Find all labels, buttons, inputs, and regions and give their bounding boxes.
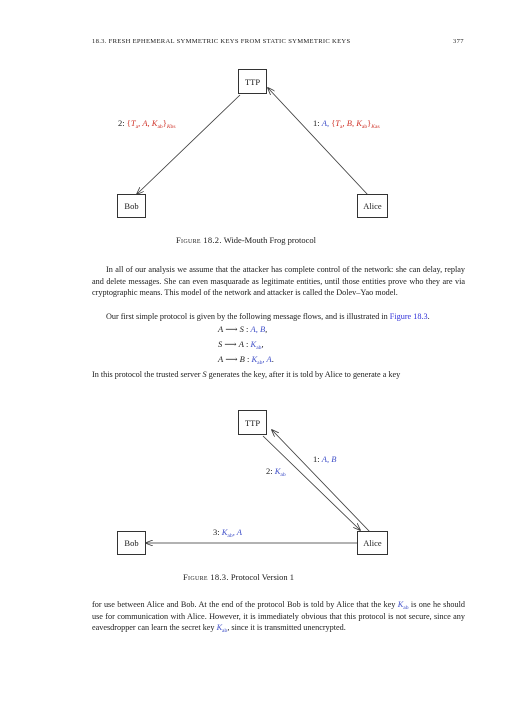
figure-18-3-link[interactable]: Figure 18.3 — [389, 312, 428, 321]
fig3-arrow-alice-to-ttp — [272, 430, 370, 532]
fig3-node-bob: Bob — [117, 531, 146, 555]
fig2-node-alice: Alice — [357, 194, 388, 218]
fig3-node-alice: Alice — [357, 531, 388, 555]
fig3-message-3: 3: $K_{ab}$, A — [213, 527, 242, 539]
fig2-message-1: 1: A, {$T_a$, B, $K_{ab}\}_{Kas}$ — [313, 118, 380, 130]
message-flow-2: S ⟶ A : $K_{ab}$, — [218, 339, 264, 351]
fig2-node-bob: Bob — [117, 194, 146, 218]
fig2-node-ttp: TTP — [238, 69, 267, 94]
fig3-message-2: 2: $K_{ab}$ — [266, 466, 286, 478]
fig3-caption: Figure 18.3. Protocol Version 1 — [183, 572, 295, 582]
paragraph-attacker-model: In all of our analysis we assume that the attacker has complete control of the network: she can delay, replay and delete messages. She can even masquarade as legitimate entities, until those entities prove who they are via cryptographic means. This model of the network and attacker is called the Dolev–Yao model. — [92, 265, 465, 298]
running-header-title: 18.3. FRESH EPHEMERAL SYMMETRIC KEYS FROM STATIC SYMMETRIC KEYS — [92, 38, 351, 45]
fig2-arrow-ttp-to-bob — [137, 95, 240, 194]
paragraph-first-protocol: Our first simple protocol is given by the following message flows, and is illustrated in Figure 18.3. — [106, 312, 430, 321]
paragraph-protocol-insecure: for use between Alice and Bob. At the end of the protocol Bob is told by Alice that the key $K_{ab}$ is one he should use for communication with Alice. However, it is immediately obvious that this protocol is not secure, since any eavesdropper can learn the secret key $K_{ab}$, since it is transmitted unencrypted. — [92, 600, 465, 635]
fig2-message-2: 2: {$T_a$, A, $K_{ab}\}_{Kbs}$ — [118, 118, 176, 130]
fig2-arrow-alice-to-ttp — [268, 88, 368, 195]
page-number: 377 — [453, 38, 464, 45]
fig3-message-1: 1: A, B — [313, 454, 337, 464]
paragraph-trusted-server: In this protocol the trusted server S generates the key, after it is told by Alice to generate a key — [92, 370, 401, 379]
message-flow-3: A ⟶ B : $K_{ab}$, A. — [218, 354, 274, 366]
fig2-caption: Figure 18.2. Wide-Mouth Frog protocol — [176, 235, 316, 245]
fig3-arrow-ttp-to-alice — [263, 436, 360, 530]
message-flow-1: A ⟶ S : A, B, — [218, 324, 268, 334]
fig3-node-ttp: TTP — [238, 410, 267, 435]
